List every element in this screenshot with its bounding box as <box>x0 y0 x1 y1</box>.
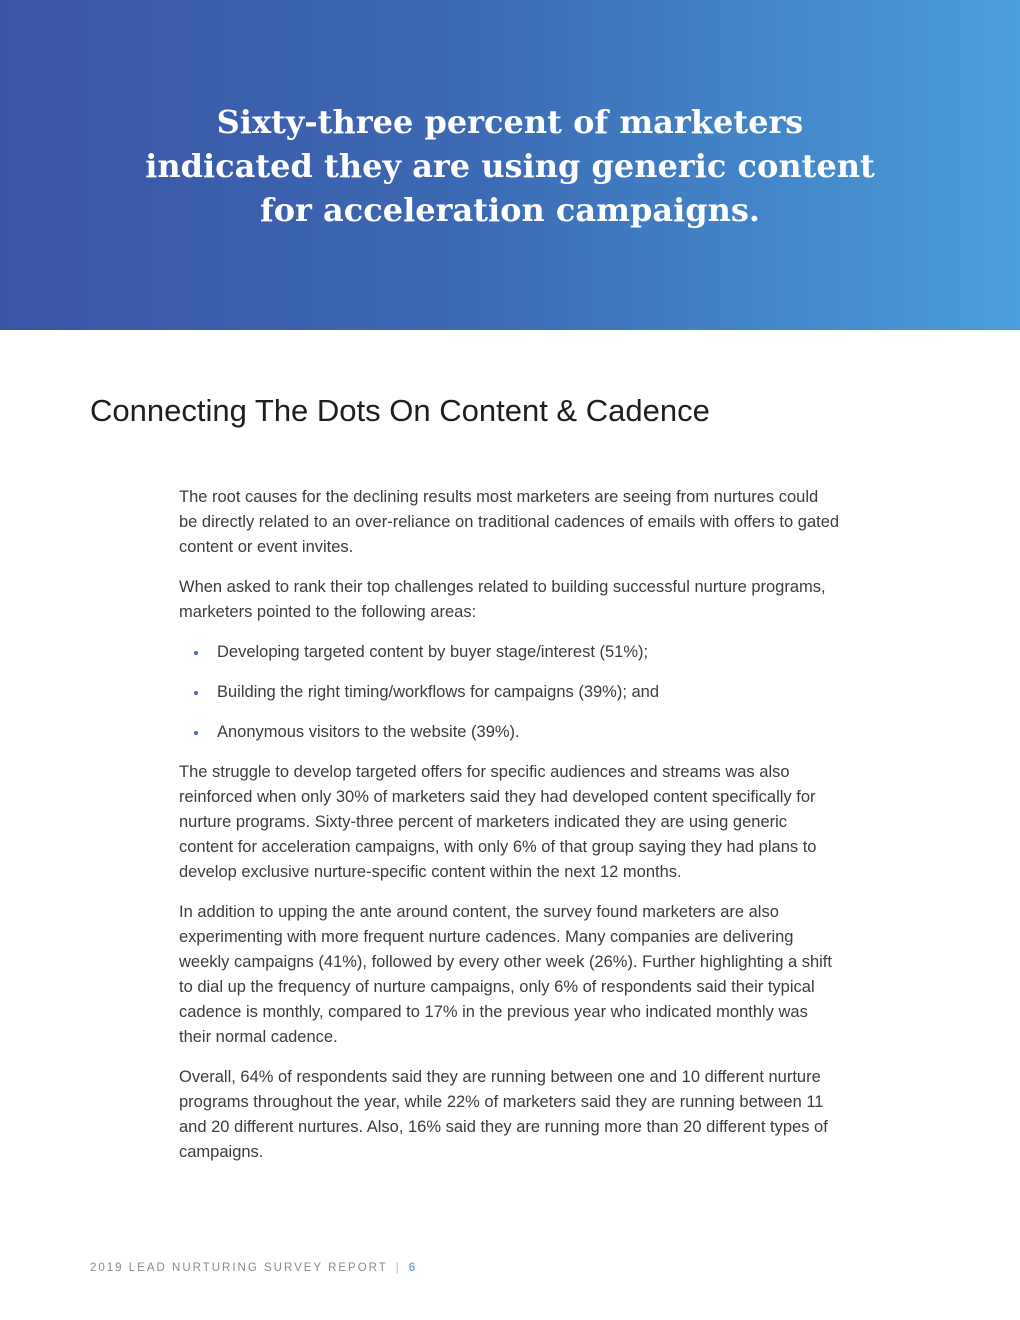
list-item-text: Anonymous visitors to the website (39%). <box>217 723 520 741</box>
challenges-list <box>179 640 841 745</box>
page-footer <box>90 1262 417 1274</box>
paragraph-overall: Overall, 64% of respondents said they are running between one and 10 different nurture programs throughout the year, while 22% of marketers said they are running between 11 and 20 different nurtures. Also, 16% said they are running more than 20 different types of campaigns. <box>179 1068 828 1161</box>
bullet-icon <box>194 731 198 735</box>
footer-separator: | <box>395 1262 401 1274</box>
list-item <box>179 720 841 745</box>
bullet-icon <box>194 651 198 655</box>
list-item <box>179 640 841 665</box>
pull-quote-line-1: Sixty-three percent of marketers <box>216 103 804 141</box>
pull-quote-line-3: for acceleration campaigns. <box>259 191 761 229</box>
list-item-text: Developing targeted content by buyer stage/interest (51%); <box>217 643 649 661</box>
pull-quote-line-2: indicated they are using generic content <box>145 147 875 185</box>
paragraph-challenges-intro: When asked to rank their top challenges related to building successful nurture programs, marketers pointed to the following areas: <box>179 578 826 621</box>
section-title: Connecting The Dots On Content & Cadence <box>90 393 710 428</box>
paragraph-targeted-offers: The struggle to develop targeted offers for specific audiences and streams was also reinforced when only 30% of marketers said they had developed content specifically for nurture programs. Sixty-three percent of marketers indicated they are using generic content for acceleration campaigns, with only 6% of that group saying they had plans to develop exclusive nurture-specific content within the next 12 months. <box>179 763 817 881</box>
list-item-text: Building the right timing/workflows for campaigns (39%); and <box>217 683 660 701</box>
page-number: 6 <box>408 1262 418 1274</box>
list-item <box>179 680 841 705</box>
pull-quote <box>110 100 910 232</box>
body-text <box>179 485 841 1180</box>
bullet-icon <box>194 691 198 695</box>
report-title: 2019 LEAD NURTURING SURVEY REPORT <box>90 1262 388 1274</box>
hero-banner <box>0 0 1020 330</box>
paragraph-cadences: In addition to upping the ante around content, the survey found marketers are also experimenting with more frequent nurture cadences. Many companies are delivering weekly campaigns (41%), followed by every other week (26%). Further highlighting a shift to dial up the frequency of nurture campaigns, only 6% of respondents said their typical cadence is monthly, compared to 17% in the previous year who indicated monthly was their normal cadence. <box>179 903 832 1046</box>
paragraph-root-causes: The root causes for the declining results most marketers are seeing from nurtures could be directly related to an over-reliance on traditional cadences of emails with offers to gated content or event invites. <box>179 488 840 556</box>
